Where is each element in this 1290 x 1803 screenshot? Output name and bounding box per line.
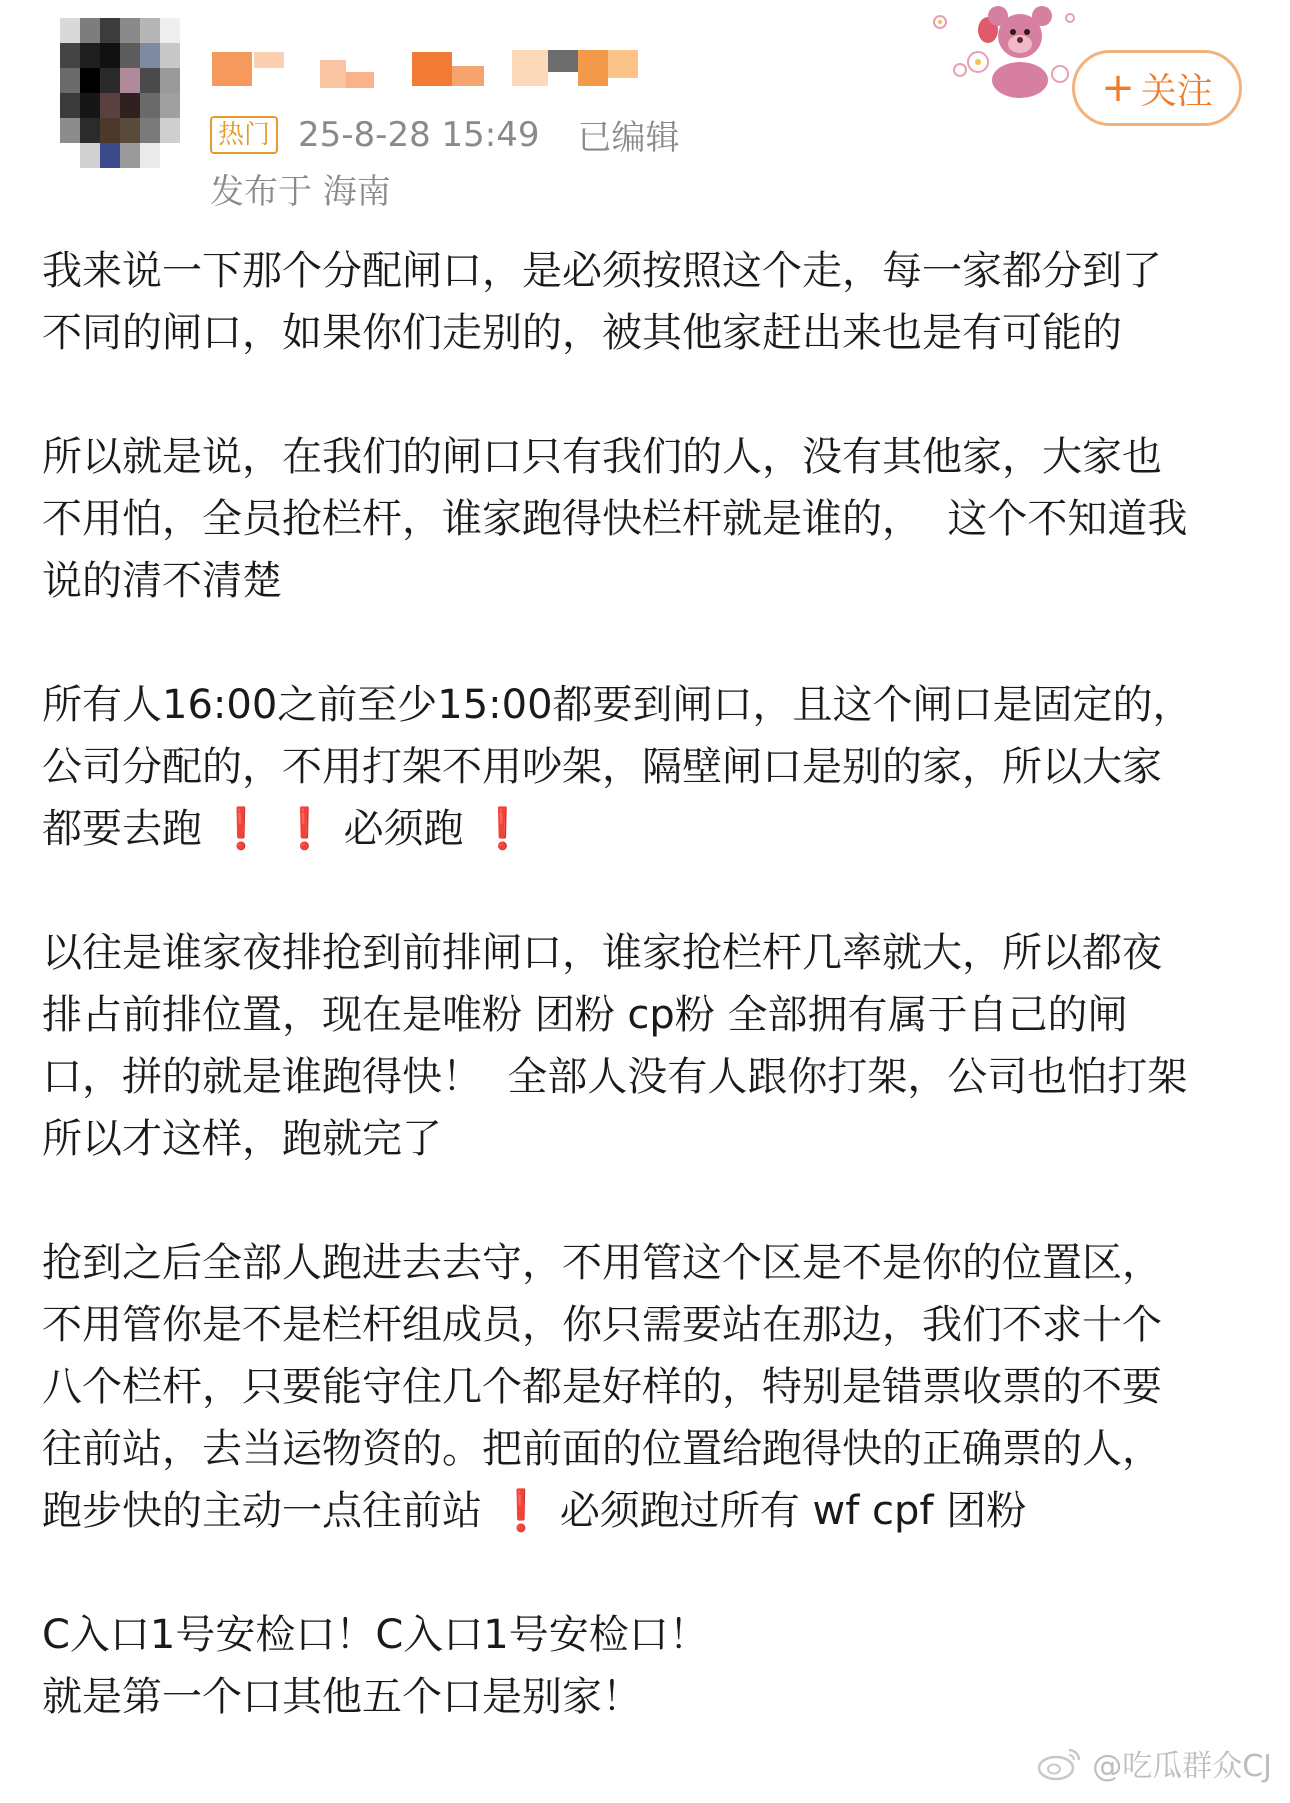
text-line [42, 798, 1242, 860]
text-line: 我来说一下那个分配闸口，是必须按照这个走，每一家都分到了 [42, 248, 1162, 294]
text-segment: 跑步快的主动一点往前站 [42, 1488, 482, 1534]
plus-icon: + [1101, 65, 1135, 111]
watermark-text: @吃瓜群众CJ [1092, 1749, 1272, 1784]
meta-row [210, 110, 680, 159]
exclamation-icon: ❗ [279, 806, 330, 852]
post-header [0, 0, 1290, 215]
weibo-logo-icon [1036, 1744, 1084, 1782]
post-body [42, 240, 1242, 1728]
post-timestamp: 25-8-28 15:49 [298, 114, 540, 155]
text-segment: 都要去跑 [42, 806, 202, 852]
paragraph-1 [42, 240, 1242, 364]
text-line: 不用怕，全员抢栏杆，谁家跑得快栏杆就是谁的， 这个不知道我 [42, 496, 1188, 542]
avatar[interactable] [60, 18, 180, 168]
follow-label: 关注 [1140, 70, 1213, 112]
exclamation-icon: ❗ [477, 806, 528, 852]
follow-button[interactable] [1072, 50, 1242, 126]
paragraph-6 [42, 1604, 1242, 1728]
text-line: 不同的闸口，如果你们走别的，被其他家赶出来也是有可能的 [42, 310, 1122, 356]
edited-label: 已编辑 [577, 118, 680, 158]
text-line: 就是第一个口其他五个口是别家！ [42, 1674, 642, 1720]
text-line: 所以才这样，跑就完了 [42, 1116, 442, 1162]
watermark [1036, 1741, 1272, 1785]
text-segment: 必须跑 [343, 806, 464, 852]
text-segment: 必须跑过所有 wf cpf 团粉 [559, 1488, 1027, 1534]
text-line: 八个栏杆，只要能守住几个都是好样的，特别是错票收票的不要 [42, 1364, 1162, 1410]
paragraph-3 [42, 674, 1242, 860]
text-line: 排占前排位置，现在是唯粉 团粉 cp粉 全部拥有属于自己的闸 [42, 992, 1128, 1038]
exclamation-icon: ❗ [216, 806, 266, 852]
exclamation-icon: ❗ [496, 1488, 546, 1534]
text-line: 往前站，去当运物资的。把前面的位置给跑得快的正确票的人， [42, 1426, 1162, 1472]
text-line: 所有人16:00之前至少15:00都要到闸口，且这个闸口是固定的， [42, 682, 1193, 728]
text-line: 口，拼的就是谁跑得快！ 全部人没有人跟你打架，公司也怕打架 [42, 1054, 1188, 1100]
username-pixelated[interactable] [212, 50, 642, 90]
post-location: 发布于 海南 [210, 172, 391, 212]
text-line: 不用管你是不是栏杆组成员，你只需要站在那边，我们不求十个 [42, 1302, 1162, 1348]
text-line: 说的清不清楚 [42, 558, 282, 604]
paragraph-2 [42, 426, 1242, 612]
paragraph-5 [42, 1232, 1242, 1542]
text-line [42, 1480, 1242, 1542]
text-line: 公司分配的，不用打架不用吵架，隔壁闸口是别的家，所以大家 [42, 744, 1162, 790]
text-line: 以往是谁家夜排抢到前排闸口，谁家抢栏杆几率就大，所以都夜 [42, 930, 1162, 976]
text-line: C入口1号安检口！C入口1号安检口！ [42, 1612, 709, 1658]
hot-badge: 热门 [210, 116, 278, 154]
paragraph-4 [42, 922, 1242, 1170]
text-line: 所以就是说，在我们的闸口只有我们的人，没有其他家，大家也 [42, 434, 1162, 480]
text-line: 抢到之后全部人跑进去去守，不用管这个区是不是你的位置区， [42, 1240, 1162, 1286]
